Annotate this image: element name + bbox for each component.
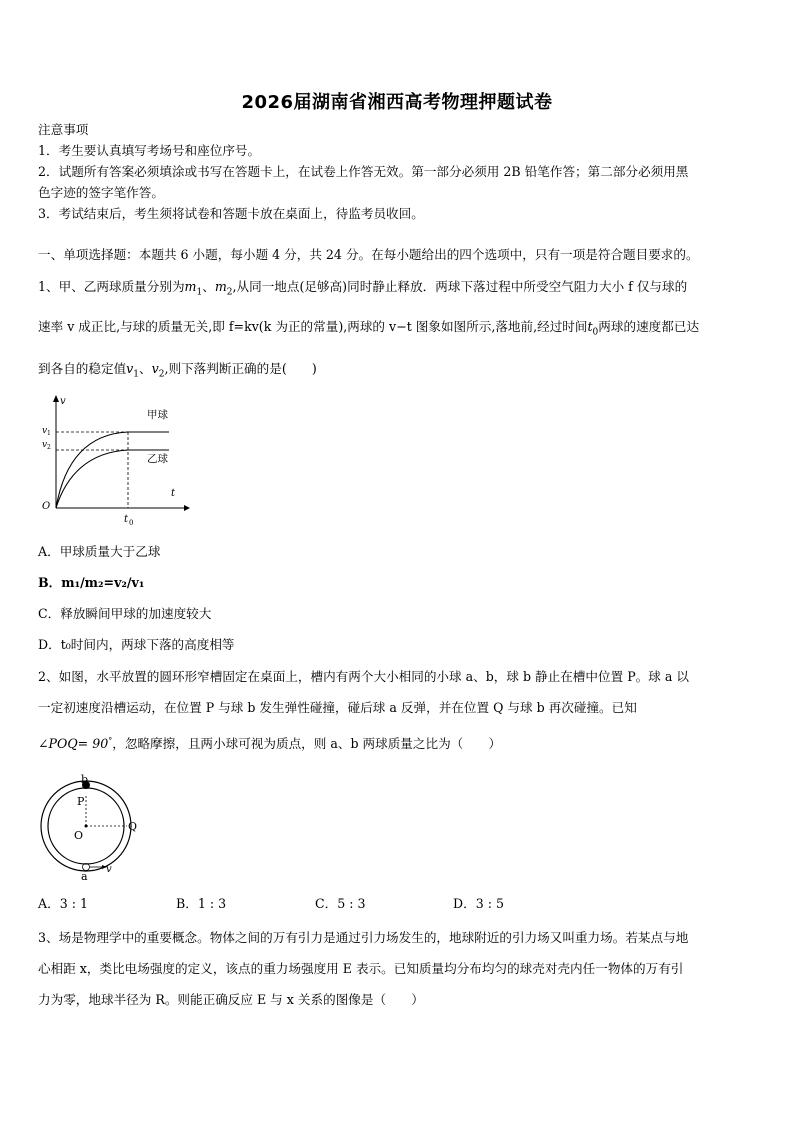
section-heading: 一、单项选择题：本题共 6 小题，每小题 4 分，共 24 分。在每小题给出的四个选项中，只有一项是符合题目要求的。 — [38, 247, 699, 262]
q1-option-d: D．t₀时间内，两球下落的高度相等 — [38, 637, 235, 652]
notice-item-3: 3．考试结束后，考生须将试卷和答题卡放在桌面上，待监考员收回。 — [38, 206, 424, 221]
q1-v1: v — [126, 361, 134, 376]
q1-v2-sub: 2 — [158, 369, 165, 380]
ring-figure — [36, 770, 146, 885]
q1-stem-line3 — [38, 358, 317, 380]
q1-option-c: C．释放瞬间甲球的加速度较大 — [38, 606, 212, 621]
q3-stem-line2: 心相距 x，类比电场强度的定义，该点的重力场强度用 E 表示。已知质量均分布均匀的球壳对壳内任一物体的万有引 — [38, 961, 684, 976]
q2-text: ，忽略摩擦，且两小球可视为质点，则 a、b 两球质量之比为（ ） — [112, 736, 502, 751]
curve-jia-label: 甲球 — [147, 409, 168, 421]
q1-m2: m — [214, 279, 227, 294]
q1-option-b: B．m₁/m₂=v₂/v₁ — [38, 575, 145, 590]
notice-item-1: 1．考生要认真填写考场号和座位序号。 — [38, 143, 261, 158]
q1-m1-sub: 1 — [196, 287, 203, 298]
label-b: b — [81, 773, 89, 786]
q1-text: 速率 v 成正比,与球的质量无关,即 f=kv(k 为正的常量),两球的 v−t 图象如图所示,落地前,经过时间 — [38, 319, 588, 334]
q1-m2-sub: 2 — [226, 287, 233, 298]
v1-label-sub: 1 — [47, 430, 51, 437]
q1-text: ,则下落判断正确的是( ) — [164, 361, 317, 376]
q1-sep: 、 — [202, 279, 215, 294]
notice-heading: 注意事项 — [38, 122, 89, 137]
label-o: O — [74, 829, 84, 842]
notice-item-2-cont: 色字迹的签字笔作答。 — [38, 185, 164, 200]
vt-graph — [36, 392, 196, 530]
center-point — [85, 825, 88, 828]
t0-label-sub: 0 — [129, 519, 134, 527]
q2-angle: ∠POQ= 90 — [38, 736, 109, 751]
q2-degree: ° — [108, 735, 113, 745]
axis-v-label: v — [60, 396, 66, 407]
q3-stem-line3: 力为零，地球半径为 R。则能正确反应 E 与 x 关系的图像是（ ） — [38, 992, 424, 1007]
page-title: 2026届湖南省湘西高考物理押题试卷 — [241, 92, 553, 113]
q1-text: ,从同一地点(足够高)同时静止释放．两球下落过程中所受空气阻力大小 f 仅与球的 — [232, 279, 688, 294]
q2-option-c: C．5 : 3 — [315, 896, 366, 911]
q1-t0-sub: 0 — [592, 327, 599, 338]
q2-stem-line1: 2、如图，水平放置的圆环形窄槽固定在桌面上，槽内有两个大小相同的小球 a、b，球 b 静止在槽中位置 P。球 a 以 — [38, 669, 689, 684]
curve-jia — [56, 432, 169, 508]
q1-text: 1、甲、乙两球质量分别为 — [38, 279, 185, 294]
q1-text: 两球的速度都已达 — [598, 319, 700, 334]
q2-option-b: B．1 : 3 — [176, 896, 227, 911]
q1-t0: t — [587, 319, 593, 334]
origin-label: O — [42, 501, 51, 512]
q1-m1: m — [184, 279, 197, 294]
q2-option-d: D．3 : 5 — [453, 896, 504, 911]
q1-option-a: A．甲球质量大于乙球 — [38, 544, 161, 559]
q2-option-a: A．3 : 1 — [38, 896, 88, 911]
v1-label: v — [42, 426, 48, 436]
q2-stem-line2: 一定初速度沿槽运动，在位置 P 与球 b 发生弹性碰撞，碰后球 a 反弹，并在位置 Q 与球 b 再次碰撞。已知 — [38, 700, 637, 715]
label-v: v — [106, 864, 112, 875]
t-axis-arrow — [184, 505, 190, 511]
q1-stem-line2 — [38, 316, 699, 338]
q1-stem-line1 — [38, 276, 687, 298]
v-axis-arrow — [53, 395, 59, 402]
q2-stem-line3 — [38, 733, 501, 752]
v2-label: v — [42, 440, 48, 450]
q3-stem-line1: 3、场是物理学中的重要概念。物体之间的万有引力是通过引力场发生的，地球附近的引力场又叫重力场。若某点与地 — [38, 930, 689, 945]
axis-t-label: t — [171, 488, 176, 499]
q1-sep: 、 — [139, 361, 152, 376]
q1-v2: v — [151, 361, 159, 376]
t0-label: t — [124, 514, 129, 525]
label-q: Q — [128, 820, 138, 833]
label-p: P — [77, 795, 85, 808]
q1-v1-sub: 1 — [133, 369, 140, 380]
curve-yi-label: 乙球 — [147, 453, 168, 465]
label-a: a — [81, 870, 88, 883]
q1-text: 到各自的稳定值 — [38, 361, 127, 376]
v2-label-sub: 2 — [47, 444, 51, 451]
notice-item-2: 2．试题所有答案必须填涂或书写在答题卡上，在试卷上作答无效。第一部分必须用 2B 铅笔作答；第二部分必须用黑 — [38, 164, 689, 179]
